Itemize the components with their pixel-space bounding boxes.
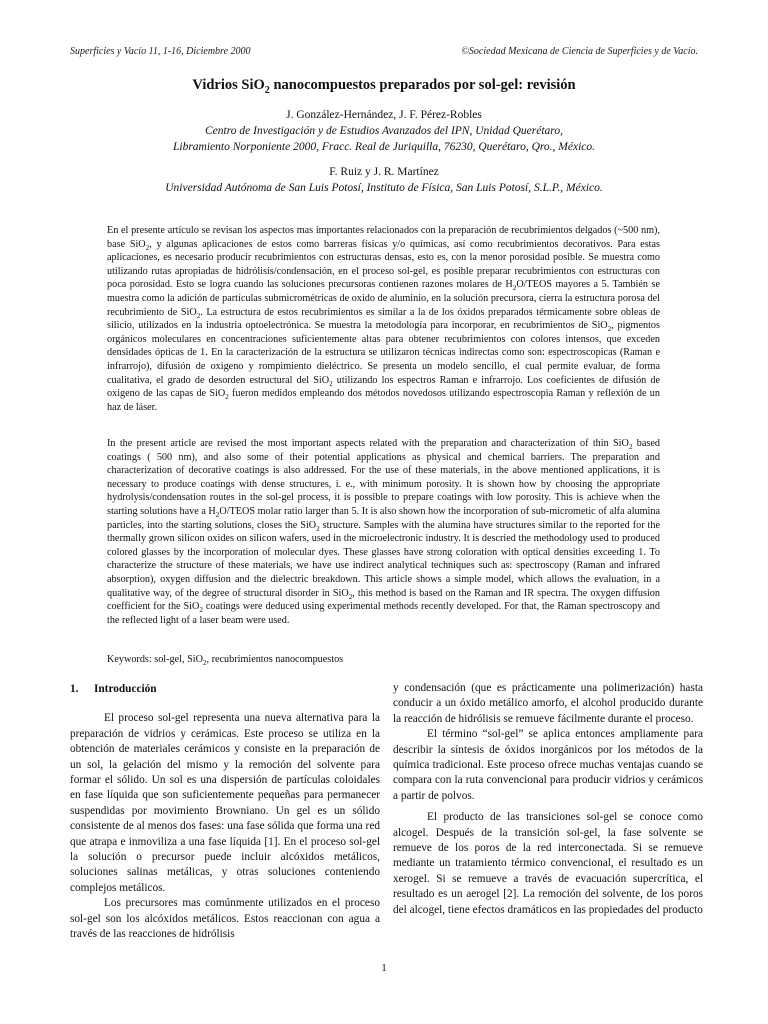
section-number: 1.	[70, 683, 79, 695]
section-heading	[70, 682, 380, 697]
section-title: Introducción	[94, 683, 157, 695]
running-header-journal: Superficies y Vacío 11, 1-16, Diciembre 2000	[70, 46, 251, 57]
paragraph: Los precursores mas comúnmente utilizados en el proceso sol-gel son los alcóxidos metálicos. Estos reaccionan con agua a través de las reacciones de hidrólisis	[70, 897, 380, 941]
author-names-2: F. Ruiz y J. R. Martínez	[329, 166, 439, 178]
right-column	[393, 681, 703, 918]
paragraph: El producto de las transiciones sol-gel se conoce como alcogel. Después de la transición sol-gel, la fase solvente se remueve de los poros de la red interconectada. Si se remueve mediante un tratamiento térmico convencional, el resultado es un xerogel. Si se remueve a través de evacuación supercrítica, el resultado es un aerogel [2]. La remoción del solvente, de los poros del alcogel, tiene efectos dramáticos en las propiedades del producto	[393, 811, 703, 916]
authors-group-2	[0, 164, 768, 196]
authors-group-1	[0, 107, 768, 155]
paragraph: El proceso sol-gel representa una nueva alternativa para la preparación de vidrios y cerámicas. Este proceso se utiliza en la obtención de materiales cerámicos y consiste en la preparación de un sol, la gelación del mismo y la remoción del solvente para formar el sólido. Un sol es una dispersión de partículas coloidales en fase líquida que son suficientemente pequeñas para permanecer suspendidas por movimiento Browniano. Un gel es un sólido consistente de al menos dos fases: una fase sólida que forma una red que atrapa e inmoviliza a una fase líquida [1]. En el proceso sol-gel la solución o precursor puede incluir alcóxidos metálicos, soluciones salinas metálicas, y otras soluciones conteniendo complejos metálicos.	[70, 712, 380, 894]
paragraph: y condensación (que es prácticamente una polimerización) hasta conducir a un óxido metálico amorfo, el alcohol producido durante la reacción de hidrólisis se remueve fácilmente durante el proceso.	[393, 682, 703, 725]
abstract-spanish: En el presente artículo se revisan los aspectos mas importantes relacionados con la preparación de recubrimientos delgados (~500 nm), base SiO$_2$, y algunas aplicaciones de estos como barreras físicas y/o químicas, así como recubrimientos decorativos. Para estas aplicaciones, es necesario producir recubrimientos con estructuras densas, esto es, con la menor porosidad posible. Se muestra como utilizando rutas apropiadas de hidrólisis/condensación, en el proceso sol-gel, es posible preparar recubrimientos con estructuras con poca porosidad. Esto se logra cuando las soluciones precursoras contienen razones molares de $H_2O$/TEOS mayores a 5. También se muestra como la adición de partículas submicrométricas de oxido de aluminio, en la solución precursora, cierra la estructura porosa del recubrimiento de SiO$_2$. La estructura de estos recubrimientos es similar a la de los óxidos preparados térmicamente sobre obleas de silicio, utilizados en la industria optoelectrónica. Se muestra la metodología para incorporar, en recubrimientos de SiO$_2$, pigmentos orgánicos moleculares en concentraciones suficientemente altas para obtener recubrimientos con colores intensos, que exceden densidades ópticas de 1. En la caracterización de la estructura se utilizaron técnicas indirectas como son: espectroscopicas (Raman e infrarrojo), difusión de oxigeno y rompimiento dieléctrico. Se presenta un modelo sencillo, el cual permite evaluar, de forma cualitativa, el grado de desorden estructural del SiO$_2$ utilizando los espectros Raman e infrarrojo. Los coeficientes de difusión de oxigeno de las capas de SiO$_2$ fueron medidos empleando dos métodos novedosos utilizando espectroscopia Raman y reflexión de un haz de láser.	[107, 225, 661, 413]
affiliation-1-line-2: Libramiento Norponiente 2000, Fracc. Real de Juriquilla, 76230, Querétaro, Qro., México.	[172, 141, 596, 153]
abstract-english: In the present article are revised the most important aspects related with the preparation and characterization of thin SiO$_2$ based coatings ( 500 nm), and also some of their potential applications as physical and chemical barriers. The preparation and characterization of decorative coatings is also addressed. For the use of these materials, in the above mentioned applications, it is necessary to produce coatings with dense structures, i. e., with minimum porosity. It is shown how by choosing the appropriate hydrolysis/condensation routes in the sol-gel process, it is possible to prepare coatings with low porosity. This is achieve when the starting solutions have a $H_2O$/TEOS molar ratio larger than 5. It is also shown how the incorporation of sub-micrometic of alfa alumina particles, into the starting solutions, closes the SiO$_2$ structure. Samples with the alumina have structures similar to the reported for the thermally grown silicon oxides on silicon wafers, used in the microelectronic industry. It is descried the methodology used to produced colored glasses by the incorporation of molecular dyes. These glasses have strong coloration with optical densities exceeding 1. To characterize the structure of these materials, we have use indirect analytical techniques such as: spectroscopy (Raman and infrared absorption), oxygen diffusion and the dielectric breakdown. This article shows a simple model, which allows the evaluation, in a qualitative way, of the degree of structural disorder in SiO$_2$, this method is based on the Raman and IR spectra. The oxygen diffusion coefficient for the SiO$_2$ coatings were deduced using experimental methods recently developed. For that, the Raman spectroscopy and the reflected light of a laser beam were used.	[107, 438, 660, 626]
paragraph: El término “sol-gel” se aplica entonces ampliamente para describir la síntesis de óxidos inorgánicos por los métodos de la química tradicional. Este proceso ofrece muchas ventajas cuando se compara con la ruta convencional para producir vidrios y cerámicos a partir de polvos.	[393, 728, 703, 802]
left-column	[70, 682, 380, 943]
paper-title: Vidrios SiO$_2$ nanocompuestos preparados por sol-gel: revisión	[192, 77, 576, 96]
running-header-society: ©Sociedad Mexicana de Ciencia de Superficies y de Vacío.	[461, 46, 698, 57]
author-names-1: J. González-Hernández, J. F. Pérez-Robles	[286, 109, 482, 121]
affiliation-2: Universidad Autónoma de San Luis Potosí, Instituto de Física, San Luis Potosí, S.L.P., México.	[165, 182, 603, 194]
affiliation-1-line-1: Centro de Investigación y de Estudios Avanzados del IPN, Unidad Querétaro,	[205, 125, 563, 137]
page-number: 1	[381, 962, 387, 974]
keywords: Keywords: sol-gel, SiO$_2$, recubrimientos nanocompuestos	[107, 654, 344, 668]
